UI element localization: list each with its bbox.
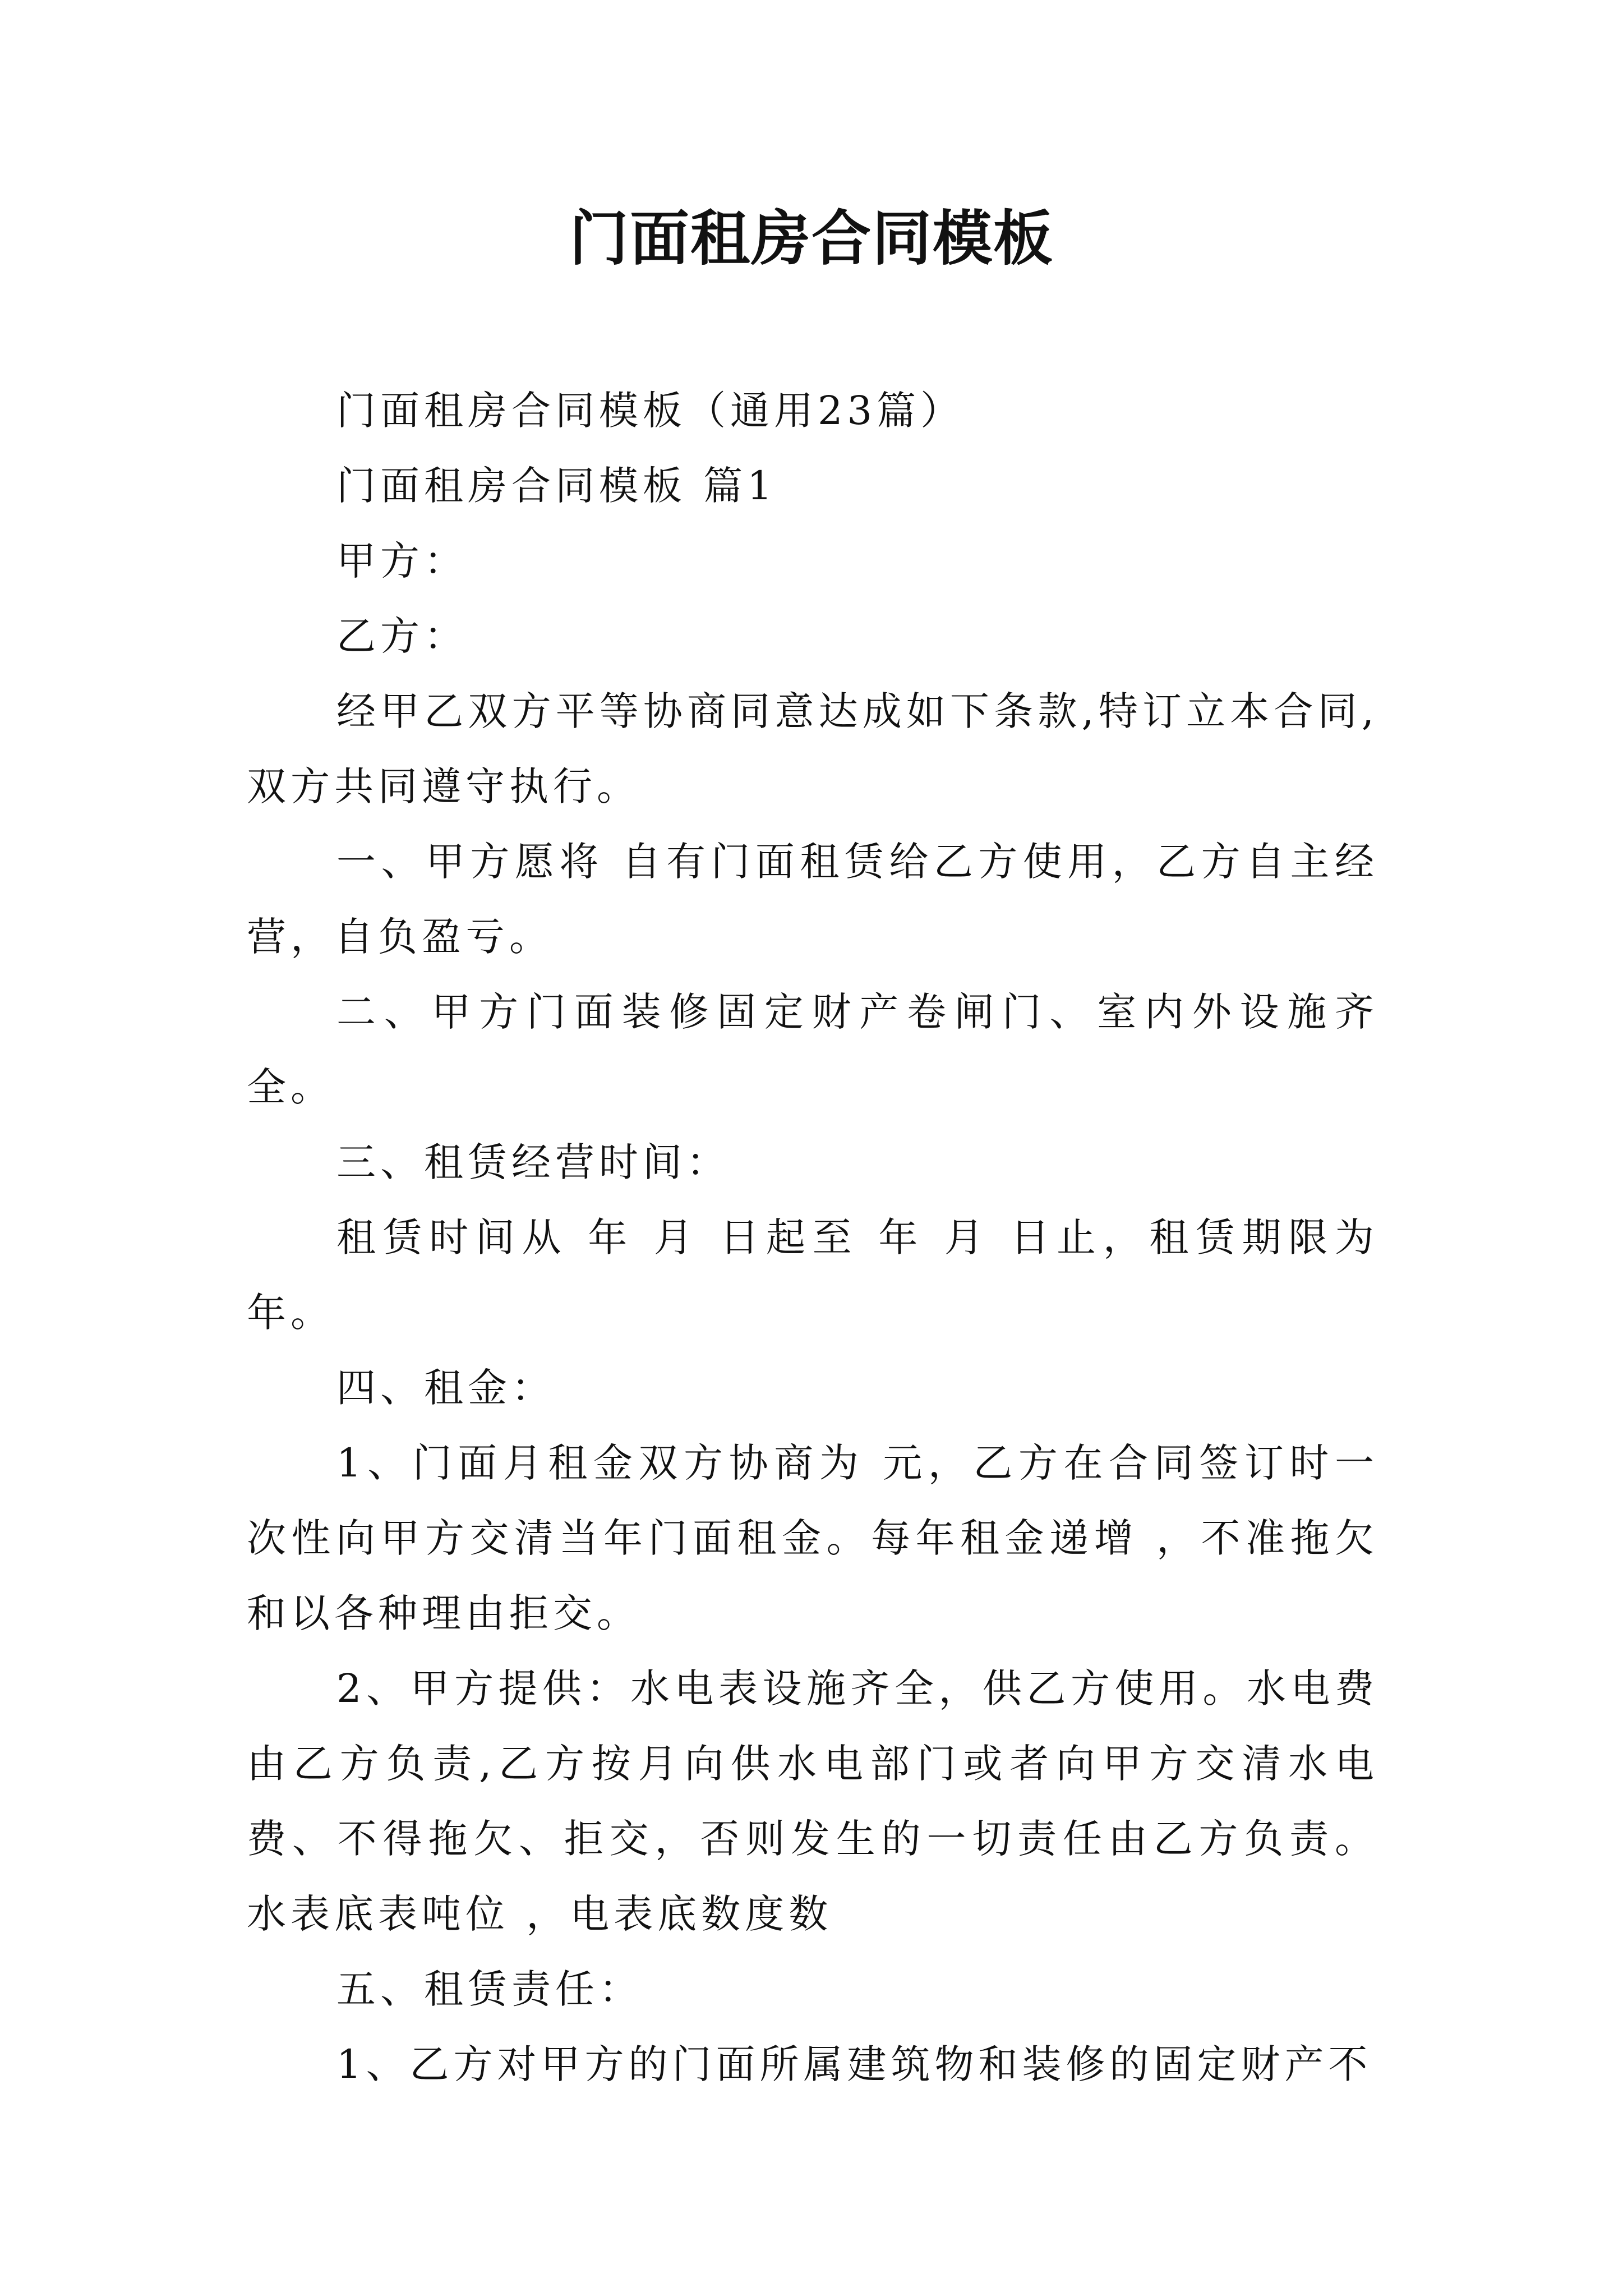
paragraph-lease-term: 租赁时间从 年 月 日起至 年 月 日止，租赁期限为 年。 [247,1214,1378,1336]
paragraph-party-b: 乙方： [336,613,468,659]
paragraph-party-a: 甲方： [336,538,468,584]
paragraph-clause-5-heading: 五、租赁责任： [336,1966,643,2012]
paragraph-subtitle: 门面租房合同模板（通用23篇） [336,388,965,434]
document-title: 门面租房合同模板 [569,203,1054,273]
document-body [247,373,1378,2102]
paragraph-clause-3-heading: 三、租赁经营时间： [336,1139,730,1185]
paragraph-clause-2: 二、甲方门面装修固定财产卷闸门、室内外设施齐全。 [247,989,1378,1110]
paragraph-clause-4-heading: 四、租金： [336,1365,555,1411]
paragraph-responsibility-item-1: 1、乙方对甲方的门面所属建筑物和装修的固定财产不 [336,2041,1372,2087]
paragraph-preamble: 经甲乙双方平等协商同意达成如下条款,特订立本合同,双方共同遵守执行。 [247,688,1378,809]
paragraph-section-heading: 门面租房合同模板 篇1 [336,463,777,509]
paragraph-rent-item-2: 2、甲方提供：水电表设施齐全，供乙方使用。水电费由乙方负责,乙方按月向供水电部门或者向甲方交清水电费、不得拖欠、拒交，否则发生的一切责任由乙方负责。水表底表吨位 ，电表底数度数 [247,1665,1378,1937]
paragraph-rent-item-1: 1、门面月租金双方协商为 元，乙方在合同签订时一次性向甲方交清当年门面租金。每年租金递增 ，不准拖欠和以各种理由拒交。 [247,1440,1378,1636]
paragraph-clause-1: 一、甲方愿将 自有门面租赁给乙方使用，乙方自主经营，自负盈亏。 [247,839,1378,960]
